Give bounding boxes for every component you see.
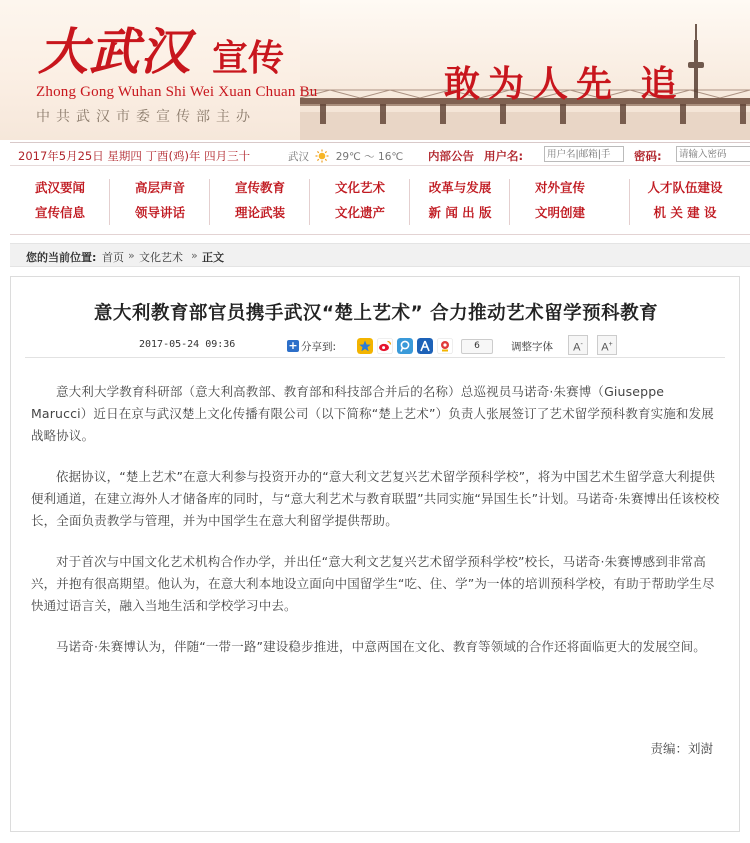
share-plus-icon[interactable]: + bbox=[288, 339, 298, 352]
nav-item-news-publishing[interactable]: 新 闻 出 版 bbox=[428, 205, 492, 220]
weather-widget bbox=[288, 149, 403, 164]
weather-temperature: 29℃ ～ 16℃ bbox=[335, 151, 404, 163]
more-share-icon[interactable] bbox=[437, 338, 453, 354]
nav-item-culture-art[interactable]: 文化艺术 bbox=[334, 180, 385, 195]
nav-column-1 bbox=[10, 175, 110, 227]
nav-column-4 bbox=[310, 175, 410, 227]
nav-item-wuhan-news[interactable]: 武汉要闻 bbox=[34, 180, 85, 195]
article-editor: 责编：刘澍 bbox=[650, 741, 713, 756]
article-title: 意大利教育部官员携手武汉“楚上艺术” 合力推动艺术留学预科教育 bbox=[93, 303, 659, 324]
article-paragraph: 对于首次与中国文化艺术机构合作办学，并出任“意大利文艺复兴艺术留学预科学校”校长，马诺奇·朱赛博感到非常高兴，并抱有很高期望。他认为，在意大利本地设立面向中国留学生“吃、住、学”为一体的培训预科学校，有助于帮助学生尽快通过语言关，融入当地生活和学校学习中去。 bbox=[31, 554, 715, 613]
breadcrumb-separator: » bbox=[128, 249, 135, 262]
nav-item-civilization-building[interactable]: 文明创建 bbox=[534, 205, 585, 220]
sun-icon bbox=[315, 149, 329, 163]
breadcrumb bbox=[10, 243, 750, 267]
tencent-weibo-share-icon[interactable] bbox=[397, 338, 413, 354]
username-label: 用户名: bbox=[484, 149, 524, 163]
article-paragraph: 依据协议，“楚上艺术”在意大利参与投资开办的“意大利文艺复兴艺术留学预科学校”，将为中国艺术生留学意大利提供便利通道，在建立海外人才储备库的同时，与“意大利艺术与教育联盟”共同实施“异国生长”计划。马诺奇·朱赛博出任该校校长，全面负责教学与管理，并为中国学生在意大利留学提供帮助。 bbox=[31, 469, 720, 528]
nav-item-leader-speeches[interactable]: 领导讲话 bbox=[134, 205, 185, 220]
font-decrease-sign: - bbox=[580, 341, 583, 348]
site-banner bbox=[0, 0, 750, 140]
weather-city: 武汉 bbox=[288, 151, 309, 163]
nav-item-cultural-heritage[interactable]: 文化遗产 bbox=[334, 205, 385, 220]
nav-item-theory-armament[interactable]: 理论武装 bbox=[234, 205, 285, 220]
nav-item-publicity-education[interactable]: 宣传教育 bbox=[234, 180, 285, 195]
brand-sponsor: 中共武汉市委宣传部主办 bbox=[36, 109, 256, 125]
weibo-share-icon[interactable] bbox=[377, 338, 393, 354]
nav-item-organ-building[interactable]: 机 关 建 设 bbox=[653, 205, 717, 220]
article-paragraph: 马诺奇·朱赛博认为，伴随“一带一路”建设稳步推进，中意两国在文化、教育等领域的合作还将面临更大的发展空间。 bbox=[56, 639, 706, 654]
internal-notice-link[interactable]: 内部公告 bbox=[428, 149, 474, 163]
share-count-badge: 6 bbox=[461, 339, 493, 354]
font-increase-sign: + bbox=[608, 341, 613, 348]
article-body bbox=[31, 381, 721, 677]
meta-divider bbox=[25, 357, 725, 358]
brand-pinyin: Zhong Gong Wuhan Shi Wei Xuan Chuan Bu bbox=[36, 84, 318, 100]
share-label: 分享到: bbox=[301, 341, 337, 353]
brand-logo-title: 大武汉 bbox=[38, 22, 191, 81]
article-date: 2017-05-24 09:36 bbox=[139, 339, 236, 350]
nav-item-publicity-info[interactable]: 宣传信息 bbox=[34, 205, 85, 220]
password-input[interactable] bbox=[676, 146, 750, 162]
nav-item-external-publicity[interactable]: 对外宣传 bbox=[534, 180, 585, 195]
font-decrease-letter: A bbox=[573, 341, 581, 354]
banner-slogan: 敢为人先 追 bbox=[444, 63, 685, 105]
nav-item-talent-team[interactable]: 人才队伍建设 bbox=[647, 180, 723, 195]
breadcrumb-home-link[interactable]: 首页 bbox=[102, 251, 124, 264]
font-increase-button[interactable] bbox=[597, 335, 617, 355]
article-meta bbox=[11, 333, 741, 359]
nav-item-reform-development[interactable]: 改革与发展 bbox=[428, 180, 492, 195]
nav-item-high-level-voices[interactable]: 高层声音 bbox=[134, 180, 185, 195]
nav-column-5 bbox=[410, 175, 510, 227]
info-bar bbox=[10, 142, 750, 166]
article-paragraph: 意大利大学教育科研部（意大利高教部、教育部和科技部合并后的名称）总巡视员马诺奇·朱赛博（Giuseppe Marucci）近日在京与武汉楚上文化传播有限公司（以下简称“楚上艺术”）负责人张展签订了艺术留学预科教育实施和发展战略协议。 bbox=[31, 384, 714, 443]
breadcrumb-separator: » bbox=[191, 249, 198, 262]
font-increase-letter: A bbox=[601, 341, 609, 354]
current-date: 2017年5月25日 星期四 丁酉(鸡)年 四月三十 bbox=[18, 149, 251, 163]
nav-column-7 bbox=[630, 175, 740, 227]
breadcrumb-label: 您的当前位置: bbox=[26, 251, 97, 264]
nav-column-2 bbox=[110, 175, 210, 227]
nav-column-3 bbox=[210, 175, 310, 227]
font-decrease-button[interactable] bbox=[568, 335, 588, 355]
main-nav bbox=[10, 167, 750, 235]
qzone-share-icon[interactable] bbox=[357, 338, 373, 354]
renren-share-icon[interactable] bbox=[417, 338, 433, 354]
nav-column-6 bbox=[510, 175, 610, 227]
font-adjust-label: 调整字体 bbox=[511, 341, 553, 353]
password-label: 密码: bbox=[634, 149, 662, 163]
breadcrumb-section-link[interactable]: 文化艺术 bbox=[139, 251, 183, 264]
article-container bbox=[10, 276, 740, 832]
brand-logo-suffix: 宣传 bbox=[212, 38, 285, 79]
breadcrumb-current: 正文 bbox=[202, 251, 224, 264]
username-input[interactable] bbox=[544, 146, 624, 162]
